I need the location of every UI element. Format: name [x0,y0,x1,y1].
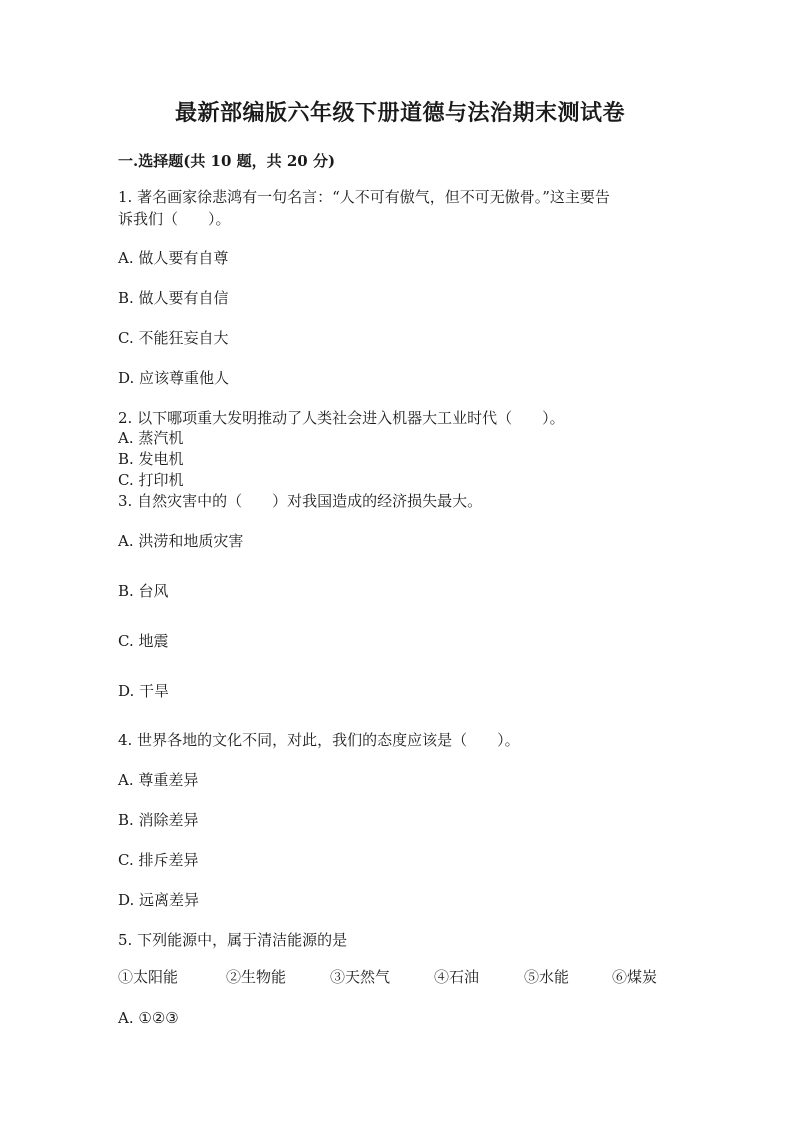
energy-item: ③天然气 [330,968,391,986]
energy-item: ①太阳能 [118,968,179,986]
energy-item: ⑤水能 [524,968,570,986]
question-1-option-c: C. 不能狂妄自大 [118,329,229,347]
question-3-option-b: B. 台风 [118,582,169,600]
energy-item: ⑥煤炭 [612,968,658,986]
question-1-stem-line-2: 诉我们（ ）。 [118,210,231,228]
question-3-stem: 3. 自然灾害中的（ ）对我国造成的经济损失最大。 [118,492,483,510]
question-2-option-a: A. 蒸汽机 [118,429,184,447]
question-1-stem-line-1: 1. 著名画家徐悲鸿有一句名言：“人不可有傲气，但不可无傲骨。”这主要告 [118,188,610,206]
question-1-option-a: A. 做人要有自尊 [118,249,229,267]
question-4-option-c: C. 排斥差异 [118,851,199,869]
question-3-option-c: C. 地震 [118,632,169,650]
question-1-option-d: D. 应该尊重他人 [118,369,230,387]
question-3-option-d: D. 干旱 [118,682,170,700]
question-1-option-b: B. 做人要有自信 [118,289,229,307]
question-2-stem: 2. 以下哪项重大发明推动了人类社会进入机器大工业时代（ ）。 [118,409,565,427]
energy-item: ②生物能 [226,968,287,986]
question-2-option-b: B. 发电机 [118,450,184,468]
question-4-stem: 4. 世界各地的文化不同，对此，我们的态度应该是（ ）。 [118,731,520,749]
question-3-option-a: A. 洪涝和地质灾害 [118,532,244,550]
section-heading: 一.选择题(共 10 题，共 20 分) [118,152,336,170]
question-4-option-a: A. 尊重差异 [118,771,199,789]
question-4-option-d: D. 远离差异 [118,891,200,909]
energy-item: ④石油 [434,968,480,986]
question-5-stem: 5. 下列能源中，属于清洁能源的是 [118,931,348,949]
question-5-option-a: A. ①②③ [118,1009,179,1027]
page-title: 最新部编版六年级下册道德与法治期末测试卷 [174,100,625,126]
question-4-option-b: B. 消除差异 [118,811,199,829]
question-2-option-c: C. 打印机 [118,471,184,489]
